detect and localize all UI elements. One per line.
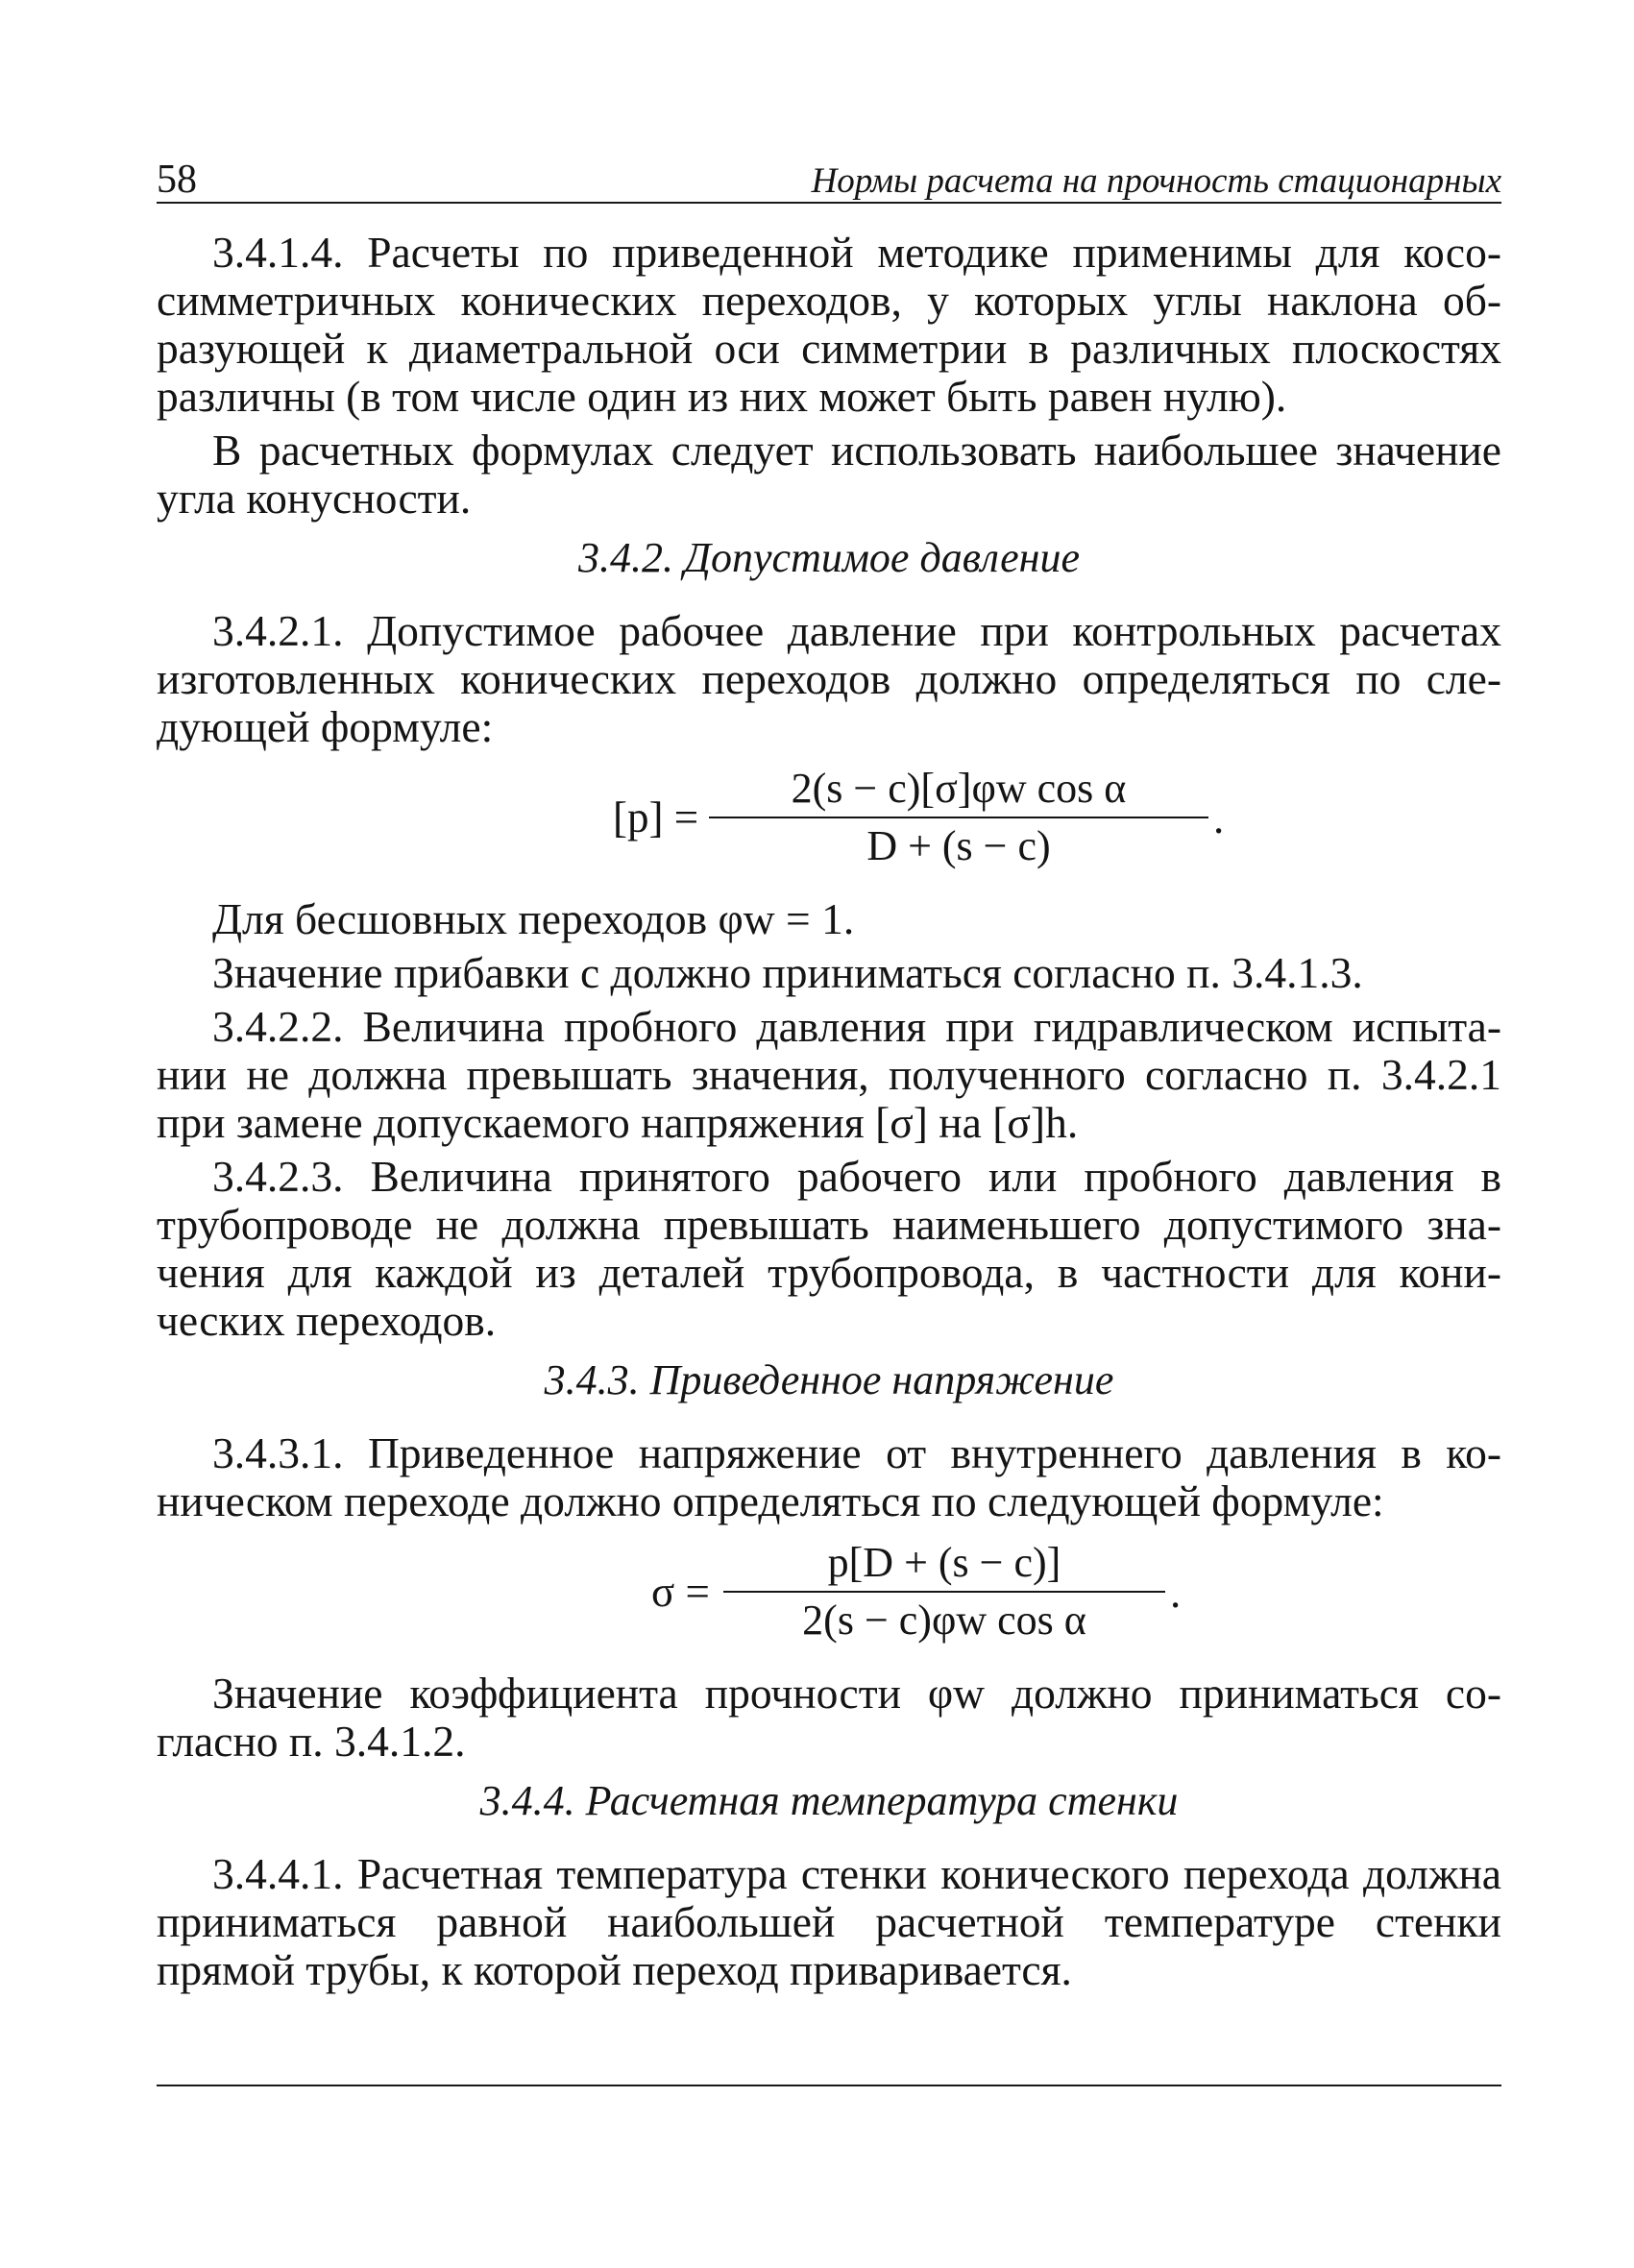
paragraph-seamless: Для бесшовных переходов φw = 1. <box>212 894 855 943</box>
section-title-3-4-3: 3.4.3. Приведенное напряжение <box>544 1356 1114 1403</box>
body-text <box>157 229 1501 2000</box>
paragraph-3-4-4-1: 3.4.4.1. Расчетная температура стенки конического перехода должна приниматься равной наибольшей расчетной температуре стенки прямой трубы, к которой переход приваривается. <box>157 1849 1501 1994</box>
page-header <box>157 154 1501 202</box>
paragraph-3-4-2-3: 3.4.2.3. Величина принятого рабочего или пробного давления в трубопроводе не должна превышать наименьшего допустимого значения для каждой из деталей трубопровода, в частности для конических переходов. <box>157 1152 1501 1345</box>
formula-numerator: p[D + (s − c)] <box>723 1539 1165 1593</box>
formula-fraction <box>709 765 1208 870</box>
formula-lhs: σ = <box>651 1568 710 1616</box>
page-number: 58 <box>157 158 197 202</box>
formula-denominator: D + (s − c) <box>866 822 1051 869</box>
formula-numerator: 2(s − c)[σ]φw cos α <box>709 765 1208 818</box>
formula-lhs: [p] = <box>613 793 699 841</box>
formula-denominator: 2(s − c)φw cos α <box>802 1597 1086 1644</box>
paragraph-max-cone-angle: В расчетных формулах следует использовать наибольшее значение угла конусности. <box>157 426 1501 523</box>
formula-period: . <box>1170 1569 1182 1617</box>
section-title-3-4-4: 3.4.4. Расчетная температура стенки <box>479 1777 1179 1824</box>
header-rule <box>157 202 1501 204</box>
section-title-3-4-2: 3.4.2. Допустимое давление <box>578 534 1080 581</box>
formula-fraction <box>723 1539 1165 1645</box>
footer-rule <box>157 2085 1501 2086</box>
paragraph-3-4-3-1: 3.4.3.1. Приведенное напряжение от внутреннего давления в коническом переходе должно определяться по следующей формуле: <box>157 1428 1501 1525</box>
paragraph-allowance: Значение прибавки c должно приниматься согласно п. 3.4.1.3. <box>212 948 1363 997</box>
formula-allowable-pressure <box>157 765 1501 876</box>
paragraph-strength-coefficient: Значение коэффициента прочности φw должно приниматься согласно п. 3.4.1.2. <box>157 1669 1501 1766</box>
paragraph-3-4-1-4: 3.4.1.4. Расчеты по приведенной методике применимы для кососимметричных конических переходов, у которых углы наклона образующей к диаметральной оси симметрии в различных плоскостях различны (в том числе один из них может быть равен нулю). <box>157 228 1501 421</box>
paragraph-3-4-2-2: 3.4.2.2. Величина пробного давления при гидравлическом испытании не должна превышать значения, полученного согласно п. 3.4.2.1 при замене допускаемого напряжения [σ] на [σ]h. <box>157 1002 1501 1147</box>
formula-period: . <box>1213 794 1225 842</box>
running-title: Нормы расчета на прочность стационарных <box>811 161 1501 201</box>
paragraph-3-4-2-1: 3.4.2.1. Допустимое рабочее давление при контрольных расчетах изготовленных конических переходов должно определяться по следующей формуле: <box>157 606 1501 751</box>
formula-reduced-stress <box>157 1539 1501 1650</box>
